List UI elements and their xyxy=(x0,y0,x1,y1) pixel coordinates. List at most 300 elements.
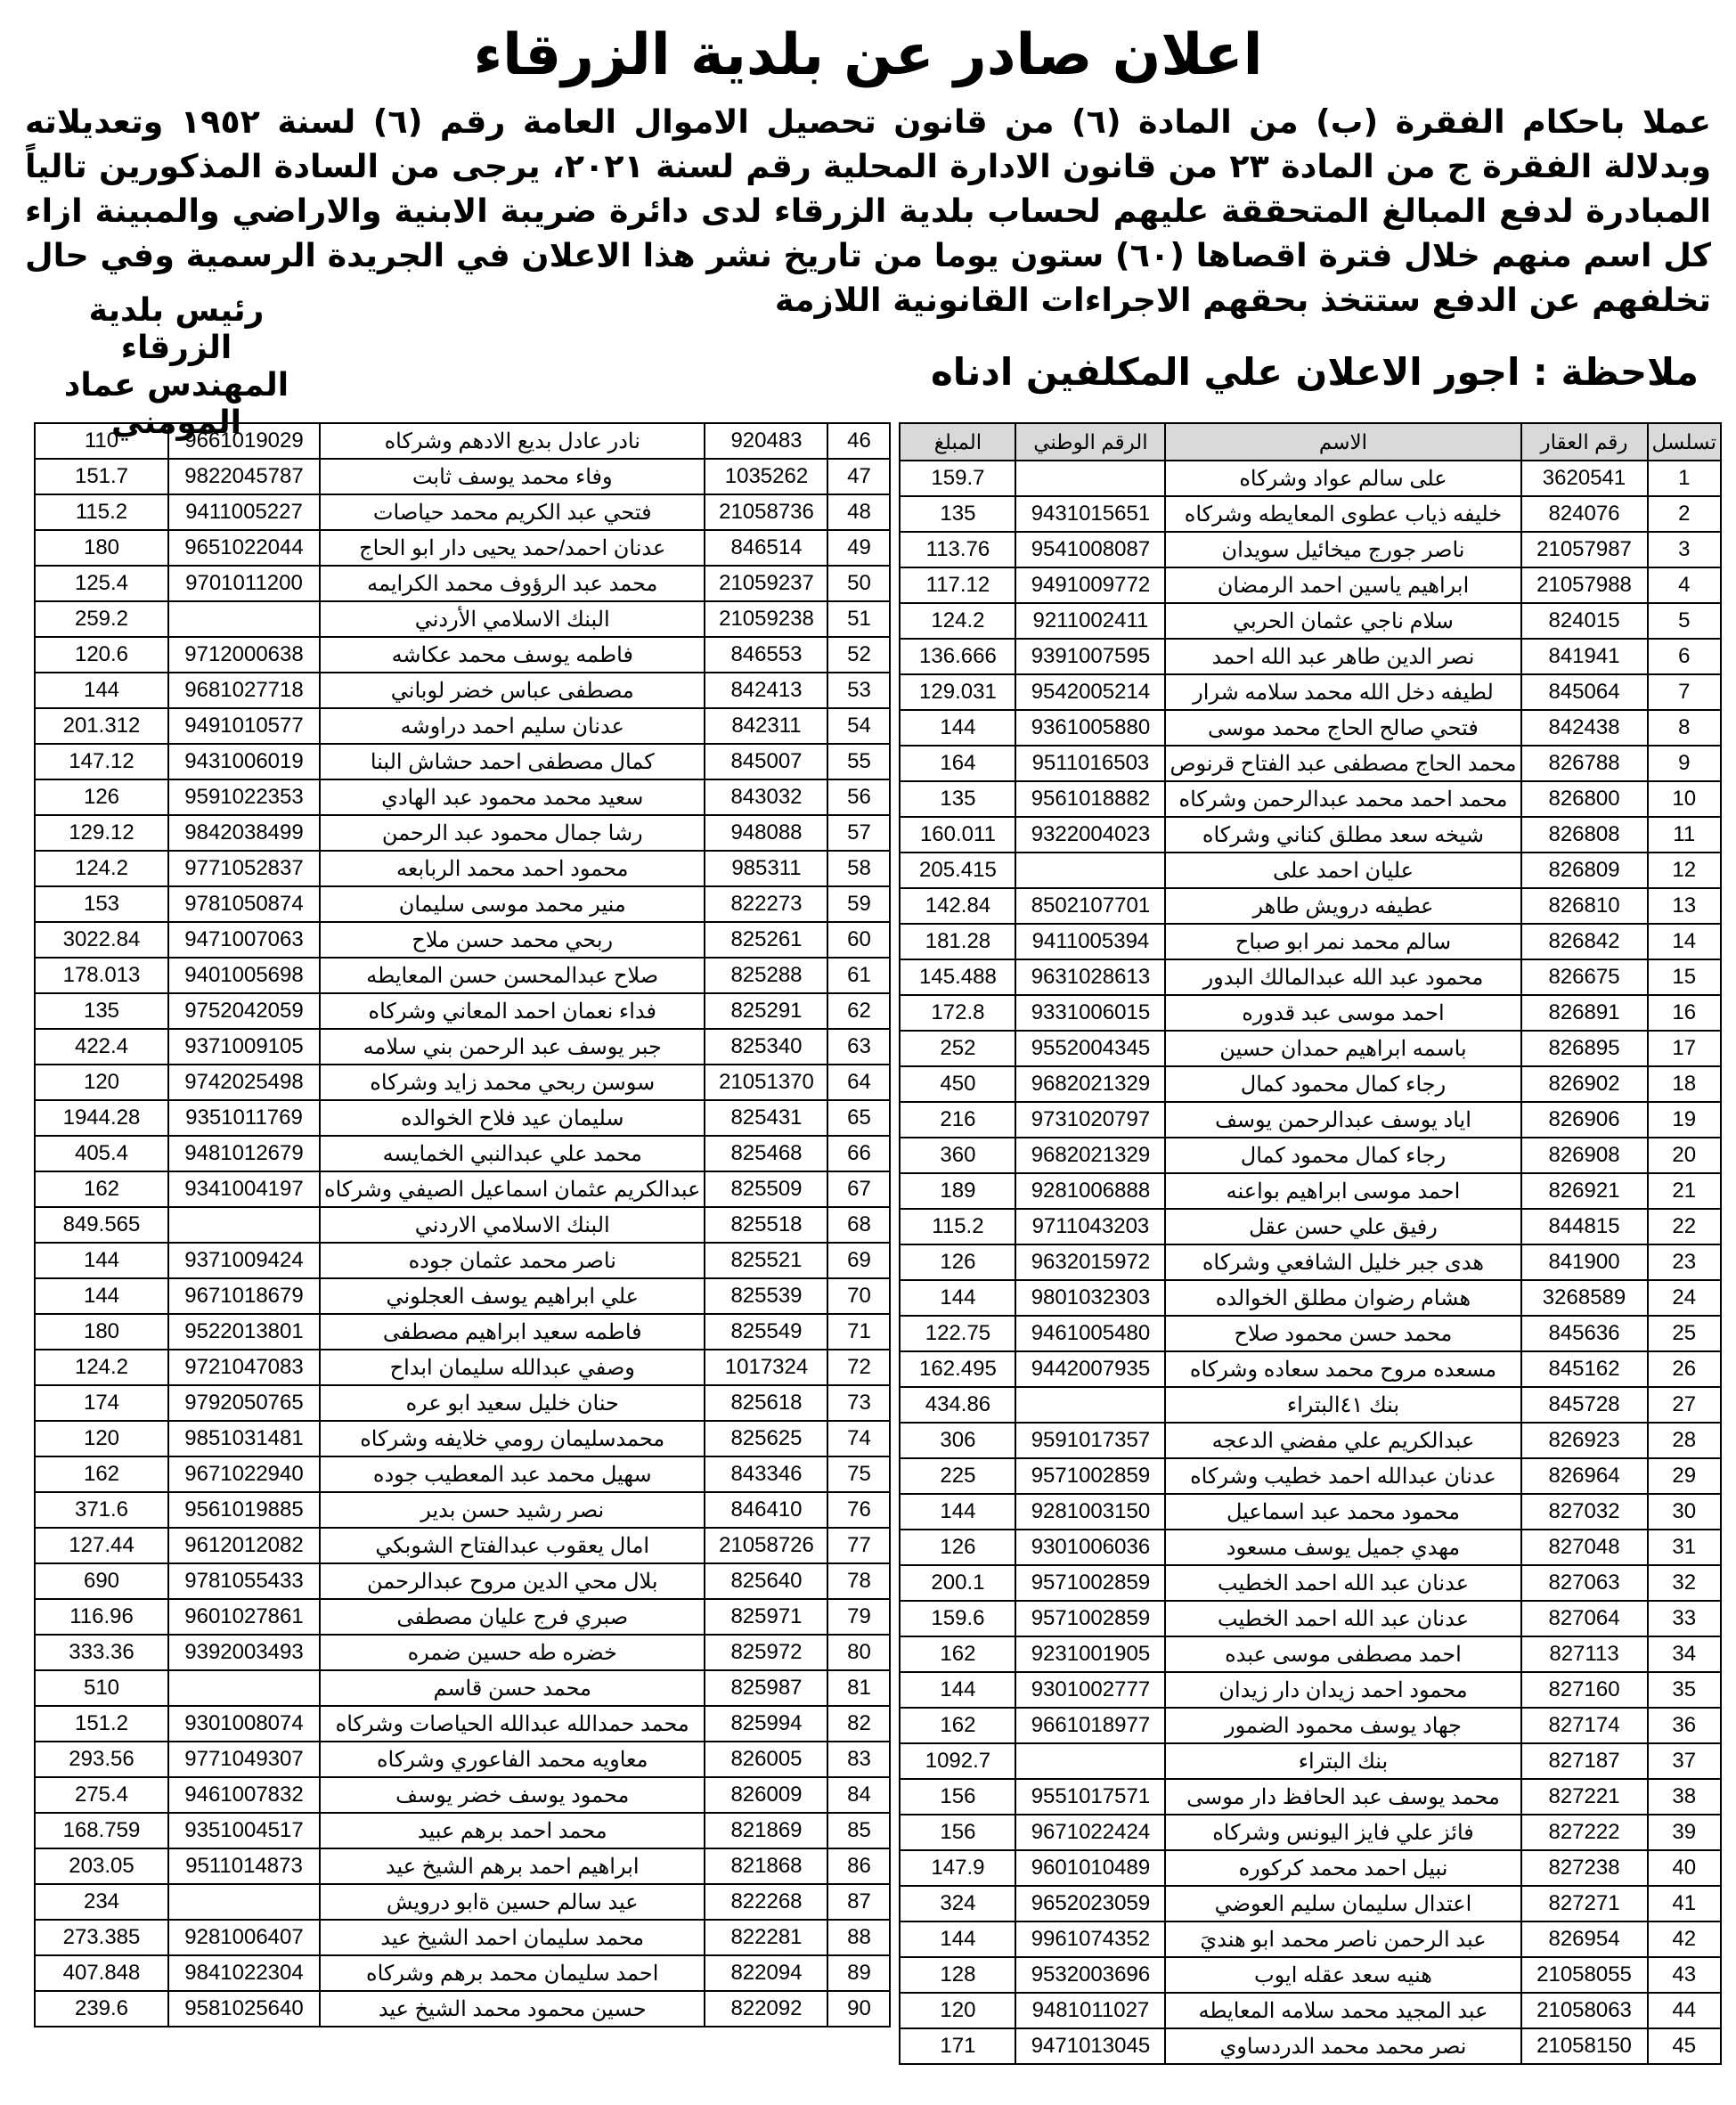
row-amount: 200.1 xyxy=(900,1565,1015,1601)
row-seq: 39 xyxy=(1648,1815,1721,1850)
row-property-number: 825521 xyxy=(705,1243,827,1278)
row-amount: 145.488 xyxy=(900,959,1015,995)
table-row xyxy=(900,532,1721,567)
col-header-national-id: الرقم الوطني xyxy=(1015,423,1165,461)
row-national-id: 9371009424 xyxy=(168,1243,320,1278)
row-property-number: 825468 xyxy=(705,1136,827,1171)
row-national-id: 9481012679 xyxy=(168,1136,320,1171)
row-owner-name: عدنان عبد الله احمد الخطيب xyxy=(1165,1565,1520,1601)
row-seq: 2 xyxy=(1648,496,1721,532)
row-owner-name: فائز علي فايز اليونس وشركاه xyxy=(1165,1815,1520,1850)
row-amount: 1092.7 xyxy=(900,1743,1015,1779)
row-amount: 136.666 xyxy=(900,639,1015,674)
row-amount: 162 xyxy=(35,1456,168,1492)
row-owner-name: محمود احمد زيدان دار زيدان xyxy=(1165,1672,1520,1708)
row-owner-name: نادر عادل بديع الادهم وشركاه xyxy=(320,423,705,459)
table-row xyxy=(900,1458,1721,1494)
row-property-number: 21058726 xyxy=(705,1528,827,1563)
row-property-number: 827187 xyxy=(1521,1743,1648,1779)
row-seq: 9 xyxy=(1648,746,1721,781)
table-row xyxy=(900,1921,1721,1957)
row-property-number: 827174 xyxy=(1521,1708,1648,1743)
row-owner-name: بنك ٤١البتراء xyxy=(1165,1387,1520,1423)
row-property-number: 845636 xyxy=(1521,1316,1648,1351)
row-national-id: 9591017357 xyxy=(1015,1423,1165,1458)
row-owner-name: محمد سليمان احمد الشيخ عيد xyxy=(320,1920,705,1955)
row-seq: 19 xyxy=(1648,1102,1721,1138)
row-property-number: 825539 xyxy=(705,1278,827,1314)
row-national-id xyxy=(168,1884,320,1920)
table-row xyxy=(900,853,1721,888)
row-amount: 126 xyxy=(35,779,168,815)
table-header-row xyxy=(900,423,1721,461)
row-national-id: 9671022424 xyxy=(1015,1815,1165,1850)
row-national-id xyxy=(1015,853,1165,888)
row-seq: 42 xyxy=(1648,1921,1721,1957)
row-seq: 41 xyxy=(1648,1886,1721,1921)
row-amount: 407.848 xyxy=(35,1955,168,1991)
table-row xyxy=(35,851,890,886)
row-property-number: 827160 xyxy=(1521,1672,1648,1708)
row-amount: 128 xyxy=(900,1957,1015,1993)
row-seq: 74 xyxy=(827,1421,890,1456)
row-owner-name: باسمه ابراهيم حمدان حسين xyxy=(1165,1031,1520,1066)
row-property-number: 827032 xyxy=(1521,1494,1648,1530)
row-owner-name: سوسن ربحي محمد زايد وشركاه xyxy=(320,1065,705,1100)
row-owner-name: خليفه ذياب عطوى المعايطه وشركاه xyxy=(1165,496,1520,532)
row-national-id: 9211002411 xyxy=(1015,603,1165,639)
row-owner-name: سالم محمد نمر ابو صباح xyxy=(1165,924,1520,959)
row-national-id: 9781055433 xyxy=(168,1563,320,1599)
row-owner-name: اياد يوسف عبدالرحمن يوسف xyxy=(1165,1102,1520,1138)
row-owner-name: معاويه محمد الفاعوري وشركاه xyxy=(320,1742,705,1777)
row-property-number: 822092 xyxy=(705,1991,827,2027)
row-property-number: 822273 xyxy=(705,886,827,922)
row-owner-name: منير محمد موسى سليمان xyxy=(320,886,705,922)
row-amount: 135 xyxy=(900,496,1015,532)
row-owner-name: محمد احمد محمد عبدالرحمن وشركاه xyxy=(1165,781,1520,817)
row-national-id: 9612012082 xyxy=(168,1528,320,1563)
row-seq: 60 xyxy=(827,922,890,958)
row-property-number: 21059238 xyxy=(705,601,827,637)
row-seq: 51 xyxy=(827,601,890,637)
col-header-seq: تسلسل xyxy=(1648,423,1721,461)
table-row xyxy=(900,1636,1721,1672)
row-amount: 135 xyxy=(900,781,1015,817)
table-row xyxy=(900,995,1721,1031)
row-property-number: 826675 xyxy=(1521,959,1648,995)
row-property-number: 21057987 xyxy=(1521,532,1648,567)
table-row xyxy=(35,494,890,530)
row-property-number: 845007 xyxy=(705,744,827,779)
row-seq: 81 xyxy=(827,1670,890,1706)
table-row xyxy=(900,888,1721,924)
table-row xyxy=(35,815,890,851)
row-national-id: 9552004345 xyxy=(1015,1031,1165,1066)
table-row xyxy=(35,1207,890,1243)
col-header-amount: المبلغ xyxy=(900,423,1015,461)
row-national-id: 9571002859 xyxy=(1015,1565,1165,1601)
row-owner-name: محمود عبد الله عبدالمالك البدور xyxy=(1165,959,1520,995)
row-national-id: 9841022304 xyxy=(168,1955,320,1991)
row-owner-name: هشام رضوان مطلق الخوالده xyxy=(1165,1280,1520,1316)
row-national-id: 9281006888 xyxy=(1015,1173,1165,1209)
table-row xyxy=(900,496,1721,532)
table-row xyxy=(900,1351,1721,1387)
table-row xyxy=(35,1100,890,1136)
row-national-id: 9822045787 xyxy=(168,459,320,494)
row-amount: 216 xyxy=(900,1102,1015,1138)
table-row xyxy=(35,423,890,459)
row-seq: 40 xyxy=(1648,1850,1721,1886)
table-row xyxy=(35,922,890,958)
row-owner-name: محمود محمد عبد اسماعيل xyxy=(1165,1494,1520,1530)
row-seq: 67 xyxy=(827,1171,890,1207)
row-amount: 151.7 xyxy=(35,459,168,494)
row-owner-name: سهيل محمد عبد المعطيب جوده xyxy=(320,1456,705,1492)
row-amount: 252 xyxy=(900,1031,1015,1066)
row-owner-name: عدنان عبد الله احمد الخطيب xyxy=(1165,1601,1520,1636)
row-owner-name: احمد موسى ابراهيم بواعنه xyxy=(1165,1173,1520,1209)
row-national-id: 9591022353 xyxy=(168,779,320,815)
table-row xyxy=(35,958,890,993)
row-seq: 17 xyxy=(1648,1031,1721,1066)
row-property-number: 826964 xyxy=(1521,1458,1648,1494)
row-amount: 180 xyxy=(35,530,168,566)
row-amount: 115.2 xyxy=(900,1209,1015,1244)
row-seq: 68 xyxy=(827,1207,890,1243)
row-seq: 49 xyxy=(827,530,890,566)
row-seq: 79 xyxy=(827,1599,890,1635)
row-national-id: 9792050765 xyxy=(168,1385,320,1421)
row-seq: 36 xyxy=(1648,1708,1721,1743)
row-property-number: 843346 xyxy=(705,1456,827,1492)
row-national-id: 9491010577 xyxy=(168,708,320,744)
row-owner-name: هنيه سعد عقله ايوب xyxy=(1165,1957,1520,1993)
row-amount: 162 xyxy=(900,1636,1015,1672)
table-row xyxy=(900,1102,1721,1138)
row-national-id: 9301006036 xyxy=(1015,1530,1165,1565)
row-seq: 23 xyxy=(1648,1244,1721,1280)
row-seq: 82 xyxy=(827,1706,890,1742)
row-national-id: 9301002777 xyxy=(1015,1672,1165,1708)
row-property-number: 21058736 xyxy=(705,494,827,530)
row-seq: 59 xyxy=(827,886,890,922)
row-owner-name: صلاح عبدالمحسن حسن المعايطه xyxy=(320,958,705,993)
row-seq: 70 xyxy=(827,1278,890,1314)
row-seq: 89 xyxy=(827,1955,890,1991)
row-property-number: 920483 xyxy=(705,423,827,459)
row-property-number: 827048 xyxy=(1521,1530,1648,1565)
row-seq: 71 xyxy=(827,1314,890,1350)
row-seq: 28 xyxy=(1648,1423,1721,1458)
row-seq: 43 xyxy=(1648,1957,1721,1993)
row-seq: 8 xyxy=(1648,710,1721,746)
row-owner-name: مسعده مروح محمد سعاده وشركاه xyxy=(1165,1351,1520,1387)
row-amount: 144 xyxy=(900,1280,1015,1316)
row-amount: 360 xyxy=(900,1138,1015,1173)
row-property-number: 21058055 xyxy=(1521,1957,1648,1993)
table-row xyxy=(900,924,1721,959)
row-property-number: 844815 xyxy=(1521,1209,1648,1244)
row-seq: 44 xyxy=(1648,1993,1721,2028)
row-property-number: 842413 xyxy=(705,673,827,708)
row-amount: 144 xyxy=(35,1278,168,1314)
row-amount: 147.9 xyxy=(900,1850,1015,1886)
row-seq: 13 xyxy=(1648,888,1721,924)
row-owner-name: جبر يوسف عبد الرحمن بني سلامه xyxy=(320,1029,705,1065)
row-property-number: 21058063 xyxy=(1521,1993,1648,2028)
row-seq: 33 xyxy=(1648,1601,1721,1636)
row-seq: 53 xyxy=(827,673,890,708)
row-property-number: 827271 xyxy=(1521,1886,1648,1921)
row-property-number: 826842 xyxy=(1521,924,1648,959)
row-property-number: 21059237 xyxy=(705,566,827,601)
row-amount: 124.2 xyxy=(35,1350,168,1385)
row-national-id: 9231001905 xyxy=(1015,1636,1165,1672)
row-national-id xyxy=(168,1670,320,1706)
row-seq: 64 xyxy=(827,1065,890,1100)
table-row xyxy=(900,1601,1721,1636)
row-property-number: 825549 xyxy=(705,1314,827,1350)
row-national-id: 9461007832 xyxy=(168,1777,320,1813)
row-seq: 22 xyxy=(1648,1209,1721,1244)
row-national-id xyxy=(1015,461,1165,496)
row-property-number: 845728 xyxy=(1521,1387,1648,1423)
row-amount: 234 xyxy=(35,1884,168,1920)
table-row xyxy=(35,1278,890,1314)
table-row xyxy=(900,603,1721,639)
row-amount: 333.36 xyxy=(35,1635,168,1670)
row-amount: 239.6 xyxy=(35,1991,168,2027)
row-amount: 181.28 xyxy=(900,924,1015,959)
row-national-id: 9411005227 xyxy=(168,494,320,530)
row-property-number: 3620541 xyxy=(1521,461,1648,496)
row-property-number: 827221 xyxy=(1521,1779,1648,1815)
table-row xyxy=(35,601,890,637)
row-property-number: 825518 xyxy=(705,1207,827,1243)
row-amount: 116.96 xyxy=(35,1599,168,1635)
table-row xyxy=(900,567,1721,603)
row-amount: 225 xyxy=(900,1458,1015,1494)
row-owner-name: كمال مصطفى احمد حشاش البنا xyxy=(320,744,705,779)
row-owner-name: سعيد محمد محمود عبد الهادي xyxy=(320,779,705,815)
row-property-number: 843032 xyxy=(705,779,827,815)
row-national-id: 9471013045 xyxy=(1015,2028,1165,2064)
table-row xyxy=(35,1421,890,1456)
table-row xyxy=(35,1029,890,1065)
row-owner-name: محمد علي عبدالنبي الخمايسه xyxy=(320,1136,705,1171)
col-header-property: رقم العقار xyxy=(1521,423,1648,461)
row-amount: 144 xyxy=(900,1672,1015,1708)
row-owner-name: ربحي محمد حسن ملاح xyxy=(320,922,705,958)
row-owner-name: حسين محمود محمد الشيخ عيد xyxy=(320,1991,705,2027)
table-row xyxy=(900,1280,1721,1316)
row-seq: 5 xyxy=(1648,603,1721,639)
row-seq: 72 xyxy=(827,1350,890,1385)
row-national-id: 9411005394 xyxy=(1015,924,1165,959)
table-row xyxy=(900,1031,1721,1066)
row-owner-name: رجاء كمال محمود كمال xyxy=(1165,1138,1520,1173)
row-property-number: 825971 xyxy=(705,1599,827,1635)
row-amount: 120.6 xyxy=(35,637,168,673)
row-national-id: 9661018977 xyxy=(1015,1708,1165,1743)
row-property-number: 826810 xyxy=(1521,888,1648,924)
table-row xyxy=(900,1850,1721,1886)
row-seq: 78 xyxy=(827,1563,890,1599)
row-amount: 174 xyxy=(35,1385,168,1421)
row-owner-name: محمود احمد محمد الربابعه xyxy=(320,851,705,886)
table-row xyxy=(35,673,890,708)
row-national-id: 9701011200 xyxy=(168,566,320,601)
signer-name: المهندس عماد المومني xyxy=(63,367,289,441)
table-row xyxy=(900,1708,1721,1743)
row-seq: 88 xyxy=(827,1920,890,1955)
row-property-number: 827222 xyxy=(1521,1815,1648,1850)
row-amount: 126 xyxy=(900,1244,1015,1280)
row-seq: 69 xyxy=(827,1243,890,1278)
table-row xyxy=(900,2028,1721,2064)
row-property-number: 826895 xyxy=(1521,1031,1648,1066)
row-amount: 275.4 xyxy=(35,1777,168,1813)
row-owner-name: نصر محمد محمد الدردساوي xyxy=(1165,2028,1520,2064)
table-row xyxy=(900,639,1721,674)
table-row xyxy=(900,1530,1721,1565)
row-property-number: 21051370 xyxy=(705,1065,827,1100)
table-row xyxy=(35,1136,890,1171)
row-property-number: 846410 xyxy=(705,1492,827,1528)
table-row xyxy=(900,674,1721,710)
table-row xyxy=(35,637,890,673)
row-amount: 306 xyxy=(900,1423,1015,1458)
row-property-number: 1017324 xyxy=(705,1350,827,1385)
row-amount: 171 xyxy=(900,2028,1015,2064)
row-seq: 50 xyxy=(827,566,890,601)
row-seq: 57 xyxy=(827,815,890,851)
row-amount: 110 xyxy=(35,423,168,459)
row-amount: 144 xyxy=(900,1494,1015,1530)
table-row xyxy=(35,993,890,1029)
row-property-number: 825640 xyxy=(705,1563,827,1599)
row-national-id: 9471007063 xyxy=(168,922,320,958)
row-seq: 4 xyxy=(1648,567,1721,603)
row-national-id: 9631028613 xyxy=(1015,959,1165,995)
row-amount: 124.2 xyxy=(900,603,1015,639)
table-row xyxy=(900,1387,1721,1423)
table-row xyxy=(35,566,890,601)
row-amount: 135 xyxy=(35,993,168,1029)
table-row xyxy=(35,744,890,779)
row-owner-name: البنك الاسلامي الاردني xyxy=(320,1207,705,1243)
row-amount: 147.12 xyxy=(35,744,168,779)
row-amount: 450 xyxy=(900,1066,1015,1102)
row-amount: 162.495 xyxy=(900,1351,1015,1387)
row-owner-name: رشا جمال محمود عبد الرحمن xyxy=(320,815,705,851)
row-seq: 61 xyxy=(827,958,890,993)
row-seq: 38 xyxy=(1648,1779,1721,1815)
row-seq: 80 xyxy=(827,1635,890,1670)
row-amount: 189 xyxy=(900,1173,1015,1209)
table-row xyxy=(900,1173,1721,1209)
row-national-id: 9351004517 xyxy=(168,1813,320,1848)
row-amount: 371.6 xyxy=(35,1492,168,1528)
row-owner-name: رفيق علي حسن عقل xyxy=(1165,1209,1520,1244)
table-row xyxy=(35,1635,890,1670)
row-property-number: 827113 xyxy=(1521,1636,1648,1672)
row-owner-name: على سالم عواد وشركاه xyxy=(1165,461,1520,496)
table-row xyxy=(35,1813,890,1848)
table-row xyxy=(35,1563,890,1599)
row-national-id: 9511014873 xyxy=(168,1848,320,1884)
row-owner-name: ناصر جورج ميخائيل سويدان xyxy=(1165,532,1520,567)
row-owner-name: وصفي عبدالله سليمان ابداح xyxy=(320,1350,705,1385)
row-national-id: 9682021329 xyxy=(1015,1138,1165,1173)
row-national-id: 9682021329 xyxy=(1015,1066,1165,1102)
row-seq: 83 xyxy=(827,1742,890,1777)
row-national-id xyxy=(168,1207,320,1243)
row-owner-name: احمد مصطفى موسى عبده xyxy=(1165,1636,1520,1672)
row-property-number: 827063 xyxy=(1521,1565,1648,1601)
row-owner-name: عطيفه درويش طاهر xyxy=(1165,888,1520,924)
row-amount: 127.44 xyxy=(35,1528,168,1563)
row-owner-name: لطيفه دخل الله محمد سلامه شرار xyxy=(1165,674,1520,710)
row-owner-name: اعتدال سليمان سليم العوضي xyxy=(1165,1886,1520,1921)
row-amount: 510 xyxy=(35,1670,168,1706)
row-seq: 52 xyxy=(827,637,890,673)
row-property-number: 826808 xyxy=(1521,817,1648,853)
row-property-number: 845162 xyxy=(1521,1351,1648,1387)
row-seq: 25 xyxy=(1648,1316,1721,1351)
row-property-number: 827064 xyxy=(1521,1601,1648,1636)
row-owner-name: البنك الاسلامي الأردني xyxy=(320,601,705,637)
row-national-id: 9651022044 xyxy=(168,530,320,566)
row-seq: 37 xyxy=(1648,1743,1721,1779)
table-row xyxy=(900,959,1721,995)
table-row xyxy=(35,1777,890,1813)
row-owner-name: ابراهيم ياسين احمد الرمضان xyxy=(1165,567,1520,603)
row-property-number: 3268589 xyxy=(1521,1280,1648,1316)
row-amount: 405.4 xyxy=(35,1136,168,1171)
row-owner-name: محمد حسن محمود صلاح xyxy=(1165,1316,1520,1351)
row-property-number: 825994 xyxy=(705,1706,827,1742)
row-owner-name: عليان احمد على xyxy=(1165,853,1520,888)
row-property-number: 821868 xyxy=(705,1848,827,1884)
row-owner-name: خضره طه حسين ضمره xyxy=(320,1635,705,1670)
row-property-number: 826800 xyxy=(1521,781,1648,817)
row-owner-name: احمد موسى عبد قدوره xyxy=(1165,995,1520,1031)
announcement-body: عملا باحكام الفقرة (ب) من المادة (٦) من قانون تحصيل الاموال العامة رقم (٦) لسنة ١٩٥٢ وتعديلاته وبدلالة الفقرة ج من المادة ٢٣ من قانون الادارة المحلية رقم لسنة ٢٠٢١، يرجى من السادة المذكورين تالياً المبادرة لدفع المبالغ المتحققة عليهم لحساب بلدية الزرقاء لدى دائرة ضريبة الابنية والاراضي والمبينة ازاء كل اسم منهم خلال فترة اقصاها (٦٠) ستون يوما من تاريخ نشر هذا الاعلان في الجريدة الرسمية وفي حال تخلفهم عن الدفع ستتخذ بحقهم الاجراءات القانونية اللازمة xyxy=(24,102,1712,319)
table-row xyxy=(35,779,890,815)
table-row xyxy=(900,1743,1721,1779)
row-seq: 31 xyxy=(1648,1530,1721,1565)
row-national-id: 9781050874 xyxy=(168,886,320,922)
table-row xyxy=(35,1171,890,1207)
row-amount: 434.86 xyxy=(900,1387,1015,1423)
row-national-id: 9652023059 xyxy=(1015,1886,1165,1921)
table-row xyxy=(900,1066,1721,1102)
table-row xyxy=(35,1314,890,1350)
table-row xyxy=(35,708,890,744)
row-seq: 26 xyxy=(1648,1351,1721,1387)
row-amount: 144 xyxy=(900,710,1015,746)
row-owner-name: محمد احمد برهم عبيد xyxy=(320,1813,705,1848)
row-national-id: 9851031481 xyxy=(168,1421,320,1456)
row-property-number: 845064 xyxy=(1521,674,1648,710)
row-property-number: 826923 xyxy=(1521,1423,1648,1458)
row-amount: 172.8 xyxy=(900,995,1015,1031)
row-owner-name: محمد حسن قاسم xyxy=(320,1670,705,1706)
row-national-id: 9341004197 xyxy=(168,1171,320,1207)
